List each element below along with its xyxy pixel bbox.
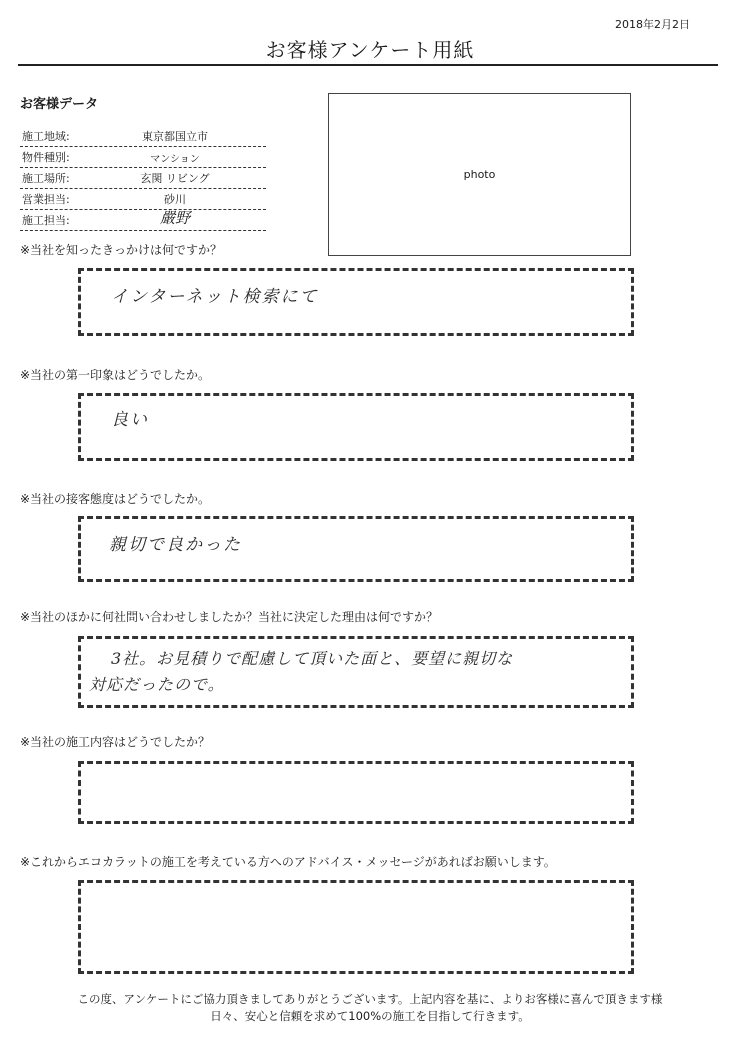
info-value: マンション [150, 154, 200, 165]
question-1: ※当社を知ったきっかけは何ですか？ [20, 243, 223, 257]
info-row-installer [20, 210, 266, 231]
info-label: 施工場所: [22, 172, 70, 185]
customer-data-heading: お客様データ [20, 97, 99, 112]
answer-box-1 [78, 268, 634, 336]
info-row-location [20, 168, 266, 189]
footer-line-2: 日々、安心と信頼を求めて100%の施工を目指して行きます。 [210, 1009, 530, 1023]
question-5: ※当社の施工内容はどうでしたか？ [20, 735, 211, 749]
info-label: 営業担当: [22, 193, 70, 206]
question-6: ※これからエコカラットの施工を考えている方へのアドバイス・メッセージがあればお願いします。 [20, 855, 556, 869]
answer-box-2 [78, 393, 634, 461]
footer-line-1: この度、アンケートにご協力頂きましてありがとうございます。上記内容を基に、よりお客様に喜んで頂きます様 [77, 992, 663, 1006]
info-value-handwritten: 嚴野 [159, 209, 190, 227]
info-value: 東京都国立市 [142, 130, 208, 143]
page-title: お客様アンケート用紙 [265, 38, 475, 62]
info-row-property-type [20, 147, 266, 168]
answer-box-6 [78, 880, 634, 974]
question-4: ※当社のほかに何社問い合わせしましたか？当社に決定した理由は何ですか？ [20, 610, 439, 624]
info-row-area [20, 126, 266, 147]
photo-label: photo [463, 168, 496, 181]
info-value: 玄関 リビング [140, 172, 210, 185]
info-label: 施工地域: [22, 130, 70, 143]
survey-date: 2018年2月2日 [615, 18, 690, 31]
info-value: 砂川 [164, 193, 186, 206]
question-2: ※当社の第一印象はどうでしたか。 [20, 368, 211, 382]
answer-box-3 [78, 516, 634, 582]
answer-box-4 [78, 636, 634, 708]
answer-box-5 [78, 761, 634, 824]
title-underline [18, 64, 718, 66]
answer-text-4-line2: 対応だったので。 [89, 675, 225, 694]
question-3: ※当社の接客態度はどうでしたか。 [20, 492, 211, 506]
answer-text-2: 良い [111, 410, 149, 430]
answer-text-3: 親切で良かった [109, 535, 242, 555]
answer-text-4: 3社。お見積りで配慮して頂いた面と、要望に親切な [111, 649, 514, 668]
info-label: 物件種別: [22, 151, 70, 164]
photo-placeholder [328, 93, 631, 256]
answer-text-1: インターネット検索にて [111, 287, 319, 307]
info-label: 施工担当: [22, 214, 70, 227]
